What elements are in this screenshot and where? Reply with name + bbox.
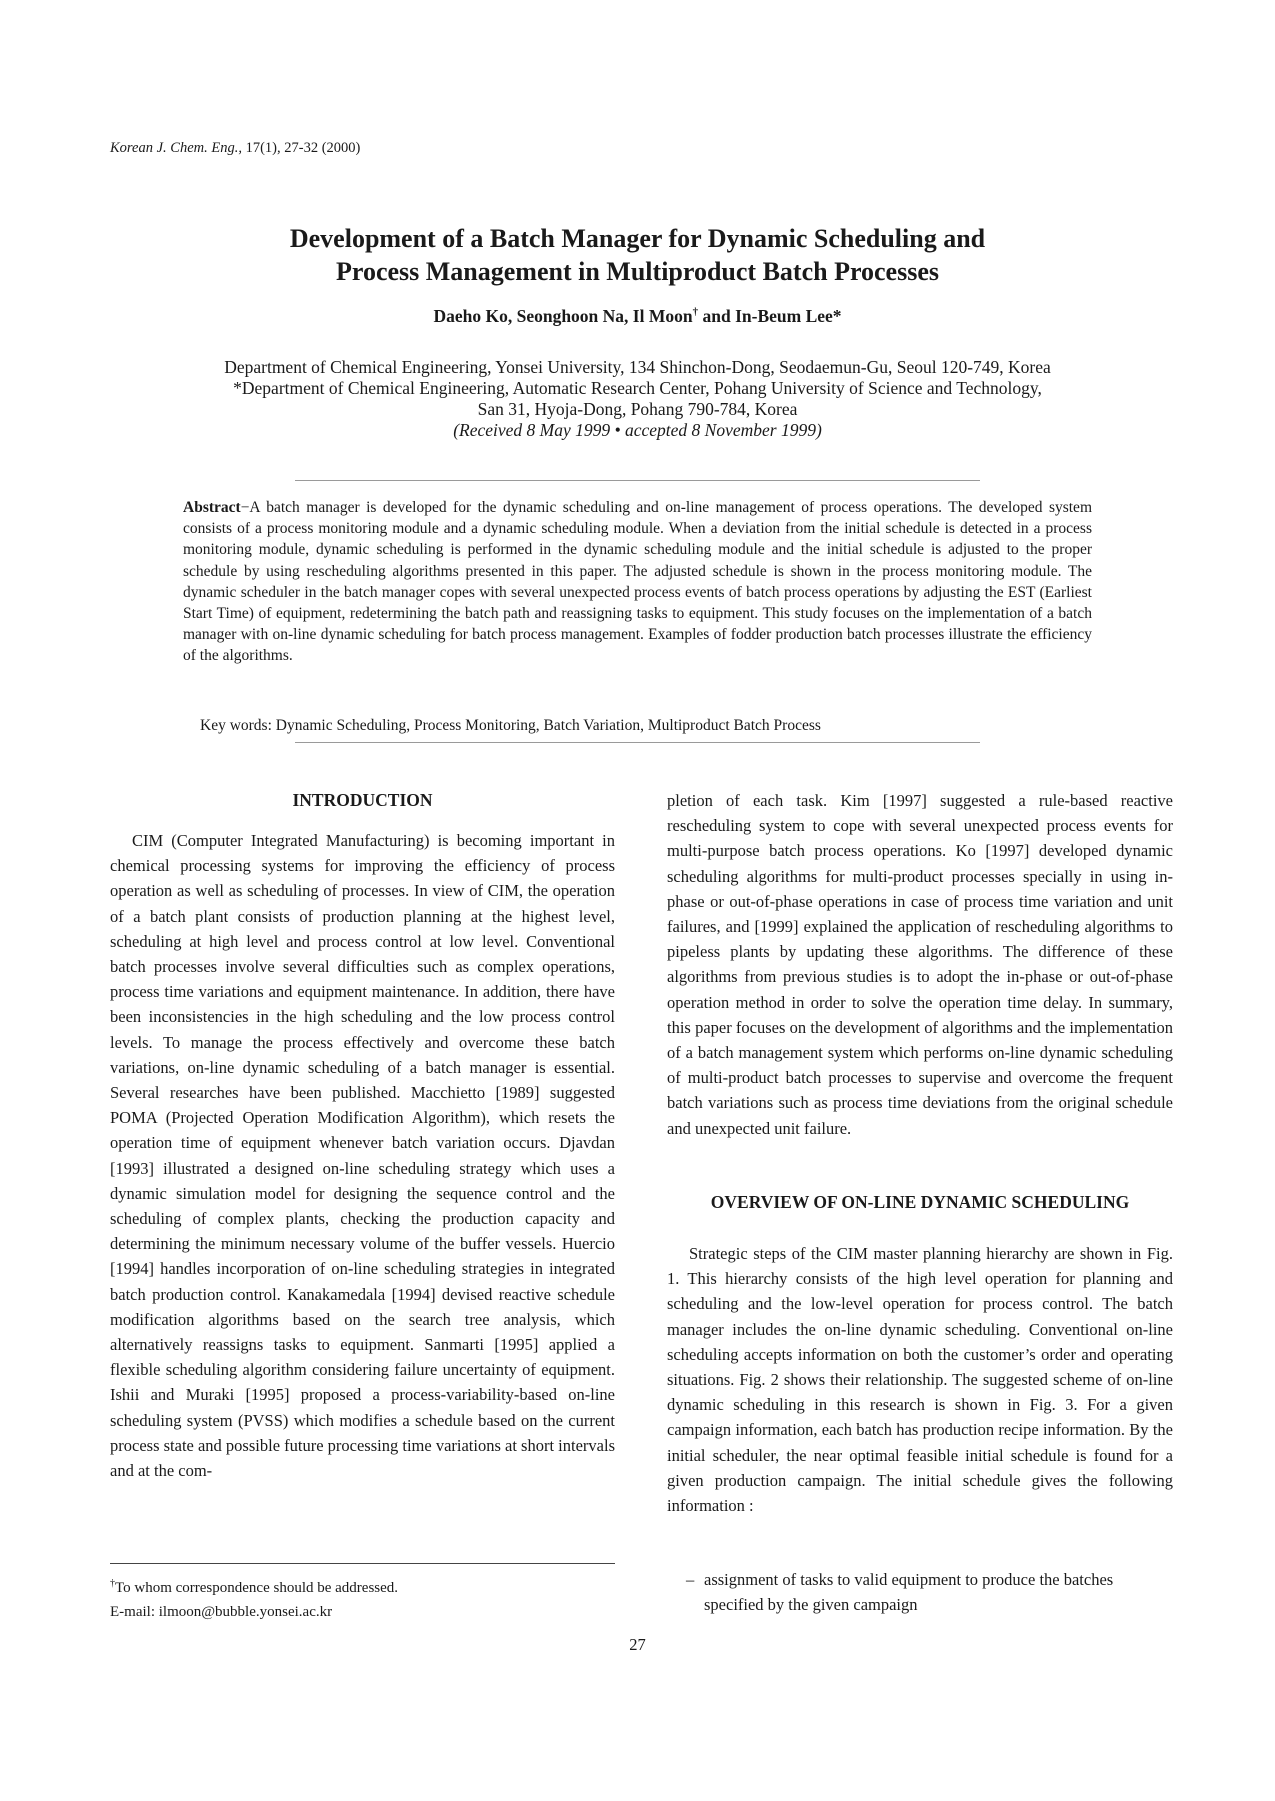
introduction-body [110, 828, 615, 1483]
authors-part-1: Daeho Ko, Seonghoon Na, Il Moon [433, 306, 693, 326]
journal-name: Korean J. Chem. Eng., [110, 140, 242, 156]
abstract-bottom-rule [295, 742, 980, 743]
title-line-2: Process Management in Multiproduct Batch Processes [336, 257, 939, 286]
footnote-dagger: † [110, 1578, 115, 1589]
bullet-item [686, 1567, 1174, 1617]
affiliation-line-2: *Department of Chemical Engineering, Automatic Research Center, Pohang University of Science and Technology, [233, 378, 1042, 398]
affiliations [0, 357, 1275, 441]
corresponding-dagger: † [692, 306, 699, 319]
abstract-top-rule [295, 480, 980, 481]
introduction-heading: INTRODUCTION [292, 790, 433, 810]
footnote-rule [110, 1563, 615, 1564]
paper-title [0, 222, 1275, 288]
author-list [0, 306, 1275, 327]
affiliation-line-3: San 31, Hyoja-Dong, Pohang 790-784, Korea [477, 399, 798, 419]
abstract-text: −A batch manager is developed for the dynamic scheduling and on-line management of process operations. The developed system consists of a process monitoring module and a dynamic scheduling module. When a deviation from the initial schedule is detected in a process monitoring module, dynamic scheduling is performed in the dynamic scheduling module and the initial schedule is adjusted to the proper schedule by using rescheduling algorithms presented in this paper. The adjusted schedule is shown in the process monitoring module. The dynamic scheduler in the batch manager copes with several unexpected process events of batch process operations by adjusting the EST (Earliest Start Time) of equipment, redetermining the batch path and reassigning tasks to equipment. This study focuses on the implementation of a batch manager with on-line dynamic scheduling for batch process management. Examples of fodder production batch processes illustrate the efficiency of the algorithms. [183, 499, 1092, 665]
received-dates: (Received 8 May 1999 • accepted 8 November 1999) [453, 420, 822, 440]
authors-part-2: and In-Beum Lee* [698, 306, 842, 326]
introduction-continuation: pletion of each task. Kim [1997] suggested a rule-based reactive rescheduling system to cope with several unexpected process events for multi-purpose batch process operations. Ko [1997] developed dynamic scheduling algorithms for multi-product processes specially in using in-phase or out-of-phase operations in case of process time variation and unit failures, and [1999] explained the application of rescheduling algorithms to pipeless plants by updating these algorithms. The difference of these algorithms from previous studies is to adopt the in-phase or out-of-phase operation method in order to solve the operation time delay. In summary, this paper focuses on the development of algorithms and the implementation of a batch management system which performs on-line dynamic scheduling of multi-product batch processes to supervise and overcome the frequent batch variations such as process time deviations from the original schedule and unexpected unit failure. [667, 791, 1173, 1138]
abstract-label: Abstract [183, 499, 241, 516]
bullet-dash: – [686, 1570, 695, 1589]
title-line-1: Development of a Batch Manager for Dynamic Scheduling and [289, 224, 986, 253]
overview-paragraph: Strategic steps of the CIM master planning hierarchy are shown in Fig. 1. This hierarchy consists of the high level operation for planning and scheduling and the low-level operation for process control. The batch manager includes the on-line dynamic scheduling. Conventional on-line scheduling accepts information on both the customer’s order and operating situations. Fig. 2 shows their relationship. The suggested scheme of on-line dynamic scheduling in this research is shown in Fig. 3. For a given campaign information, each batch has production recipe information. By the initial scheduler, the near optimal feasible initial schedule is found for a given production campaign. The initial schedule gives the following information : [667, 1244, 1173, 1516]
abstract [183, 497, 1092, 667]
keywords: Key words: Dynamic Scheduling, Process Monitoring, Batch Variation, Multiproduct Batch Process [200, 717, 821, 734]
introduction-continuation-body [667, 788, 1173, 1141]
footnote [110, 1572, 398, 1624]
footnote-line-1 [110, 1572, 398, 1600]
bullet-text: assignment of tasks to valid equipment to produce the batches specified by the given campaign [704, 1570, 1114, 1615]
affiliation-line-1: Department of Chemical Engineering, Yonsei University, 134 Shinchon-Dong, Seodaemun-Gu, Seoul 120-749, Korea [224, 357, 1051, 377]
journal-citation [110, 140, 360, 157]
page-number: 27 [629, 1635, 646, 1654]
overview-body [667, 1241, 1173, 1518]
footnote-email: E-mail: ilmoon@bubble.yonsei.ac.kr [110, 1604, 333, 1620]
introduction-paragraph: CIM (Computer Integrated Manufacturing) is becoming important in chemical processing systems for improving the efficiency of process operation as well as scheduling of processes. In view of CIM, the operation of a batch plant consists of production planning at the highest level, scheduling at high level and process control at low level. Conventional batch processes involve several difficulties such as complex operations, process time variations and equipment maintenance. In addition, there have been inconsistencies in the high scheduling and the low process control levels. To manage the process effectively and overcome these batch variations, on-line dynamic scheduling of a batch manager is essential. Several researches have been published. Macchietto [1989] suggested POMA (Projected Operation Modification Algorithm), which resets the operation time of equipment whenever batch variation occurs. Djavdan [1993] illustrated a designed on-line scheduling strategy which uses a dynamic simulation model for designing the sequence control and the scheduling of complex plants, checking the production capacity and determining the minimum necessary volume of the buffer vessels. Huercio [1994] handles incorporation of on-line scheduling strategies in integrated batch production control. Kanakamedala [1994] devised reactive schedule modification algorithms based on the search tree analysis, which alternatively reassigns tasks to equipment. Sanmarti [1995] applied a flexible scheduling algorithm considering failure uncertainty of equipment. Ishii and Muraki [1995] proposed a process-variability-based on-line scheduling system (PVSS) which modifies a schedule based on the current process state and possible future processing time variations at short intervals and at the com- [110, 831, 615, 1481]
journal-volume: 17(1), 27-32 (2000) [241, 140, 361, 156]
footnote-correspondence: To whom correspondence should be addressed. [115, 1580, 399, 1596]
overview-heading: OVERVIEW OF ON-LINE DYNAMIC SCHEDULING [710, 1192, 1130, 1212]
